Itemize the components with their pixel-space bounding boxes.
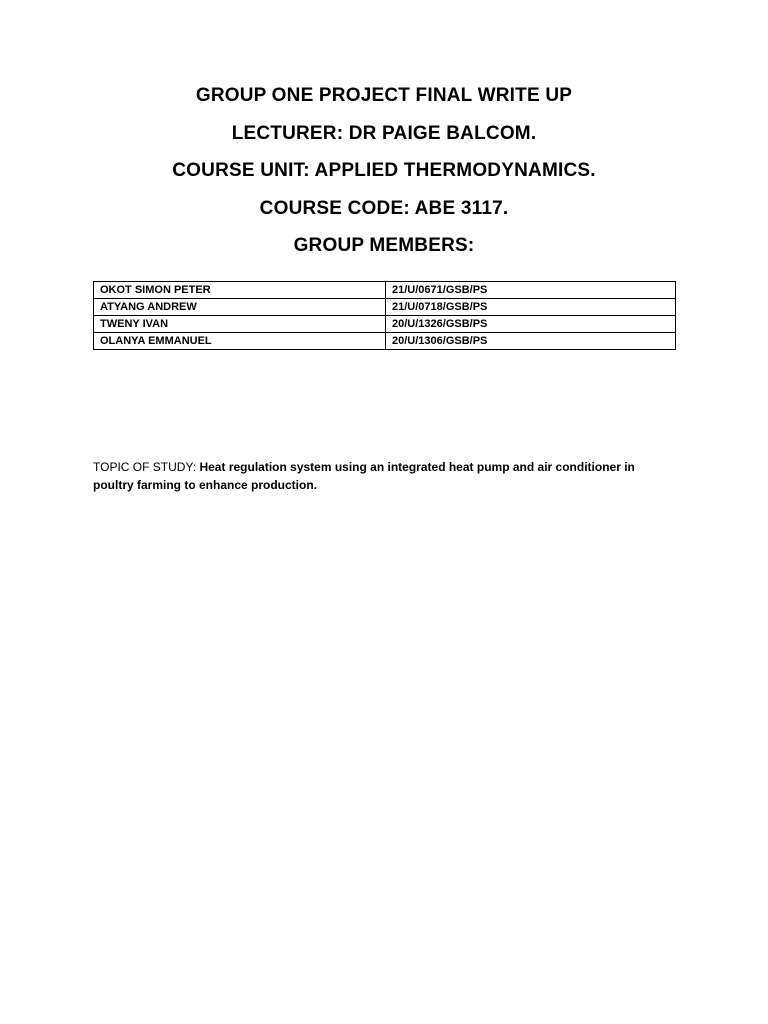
course-code-line: COURSE CODE: ABE 3117.	[259, 197, 509, 219]
member-reg-number: 20/U/1306/GSB/PS	[386, 333, 676, 350]
table-row	[94, 333, 676, 350]
member-reg-number: 21/U/0671/GSB/PS	[386, 282, 676, 299]
title-block	[0, 84, 768, 272]
table-row	[94, 282, 676, 299]
table-row	[94, 316, 676, 333]
course-unit-line: COURSE UNIT: APPLIED THERMODYNAMICS.	[172, 160, 596, 181]
topic-of-study	[93, 458, 673, 494]
topic-text: Heat regulation system using an integrated heat pump and air conditioner in poultry farming to enhance production.	[93, 460, 635, 492]
member-reg-number: 21/U/0718/GSB/PS	[386, 299, 676, 316]
group-members-table	[93, 281, 676, 350]
member-name: OKOT SIMON PETER	[94, 282, 386, 299]
member-name: OLANYA EMMANUEL	[94, 333, 386, 350]
member-name: TWENY IVAN	[94, 316, 386, 333]
lecturer-line: LECTURER: DR PAIGE BALCOM.	[231, 122, 537, 144]
table-row	[94, 299, 676, 316]
project-title: GROUP ONE PROJECT FINAL WRITE UP	[195, 85, 573, 106]
member-reg-number: 20/U/1326/GSB/PS	[386, 316, 676, 333]
member-name: ATYANG ANDREW	[94, 299, 386, 316]
topic-label: TOPIC OF STUDY:	[93, 460, 200, 474]
group-members-heading: GROUP MEMBERS:	[293, 235, 475, 256]
